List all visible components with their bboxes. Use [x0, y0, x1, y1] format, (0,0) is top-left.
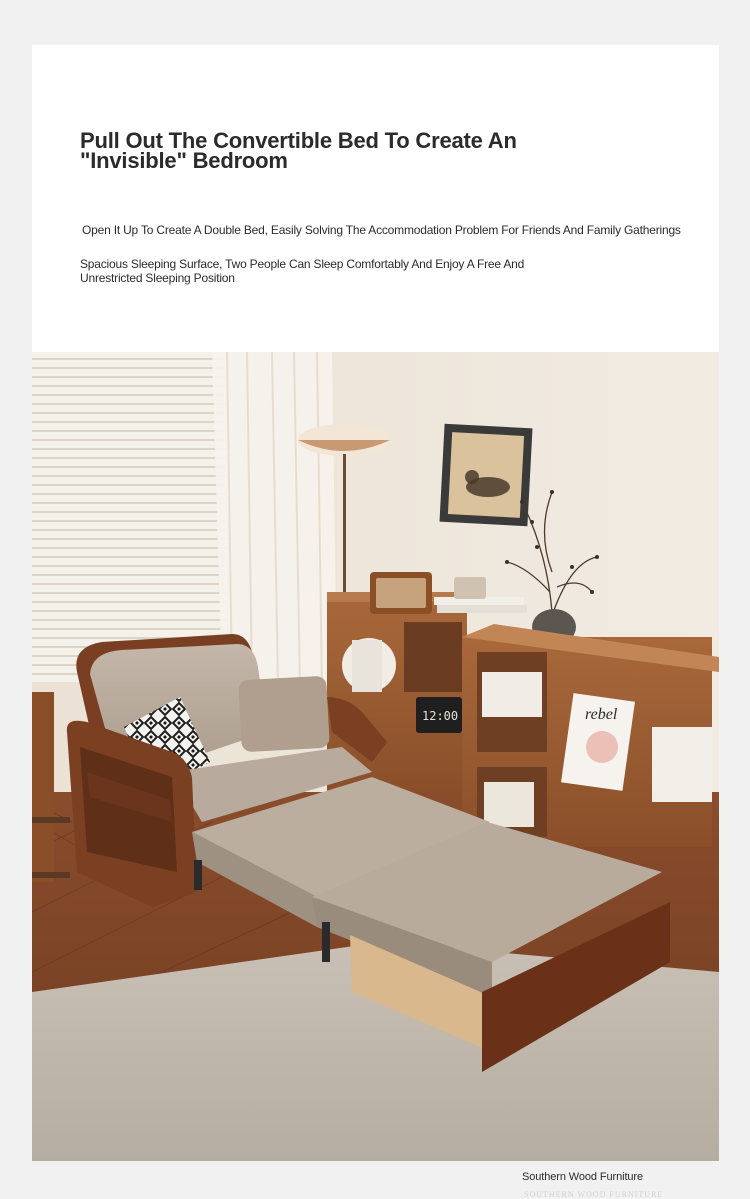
clock-display: 12:00	[422, 709, 459, 723]
framed-art	[439, 424, 532, 526]
storage-cabinet-2	[462, 624, 719, 847]
subtitle-2: Spacious Sleeping Surface, Two People Can Sleep Comfortably And Enjoy A Free And Unrestricted Sleeping Position	[80, 257, 525, 285]
grey-pillow	[238, 676, 330, 753]
product-photo	[32, 352, 719, 1199]
text-section	[32, 45, 719, 352]
product-card	[32, 45, 719, 1199]
brand-watermark: Southern Wood Furniture	[522, 1171, 644, 1183]
window-blinds	[32, 352, 227, 682]
brand-watermark-sub: SOUTHERN WOOD FURNITURE	[524, 1190, 664, 1199]
book-cover-text: rebel	[585, 706, 618, 723]
headline: Pull Out The Convertible Bed To Create An "Invisible" Bedroom	[80, 128, 517, 173]
subtitle-1: Open It Up To Create A Double Bed, Easily Solving The Accommodation Problem For Friends And Family Gatherings	[82, 223, 681, 237]
